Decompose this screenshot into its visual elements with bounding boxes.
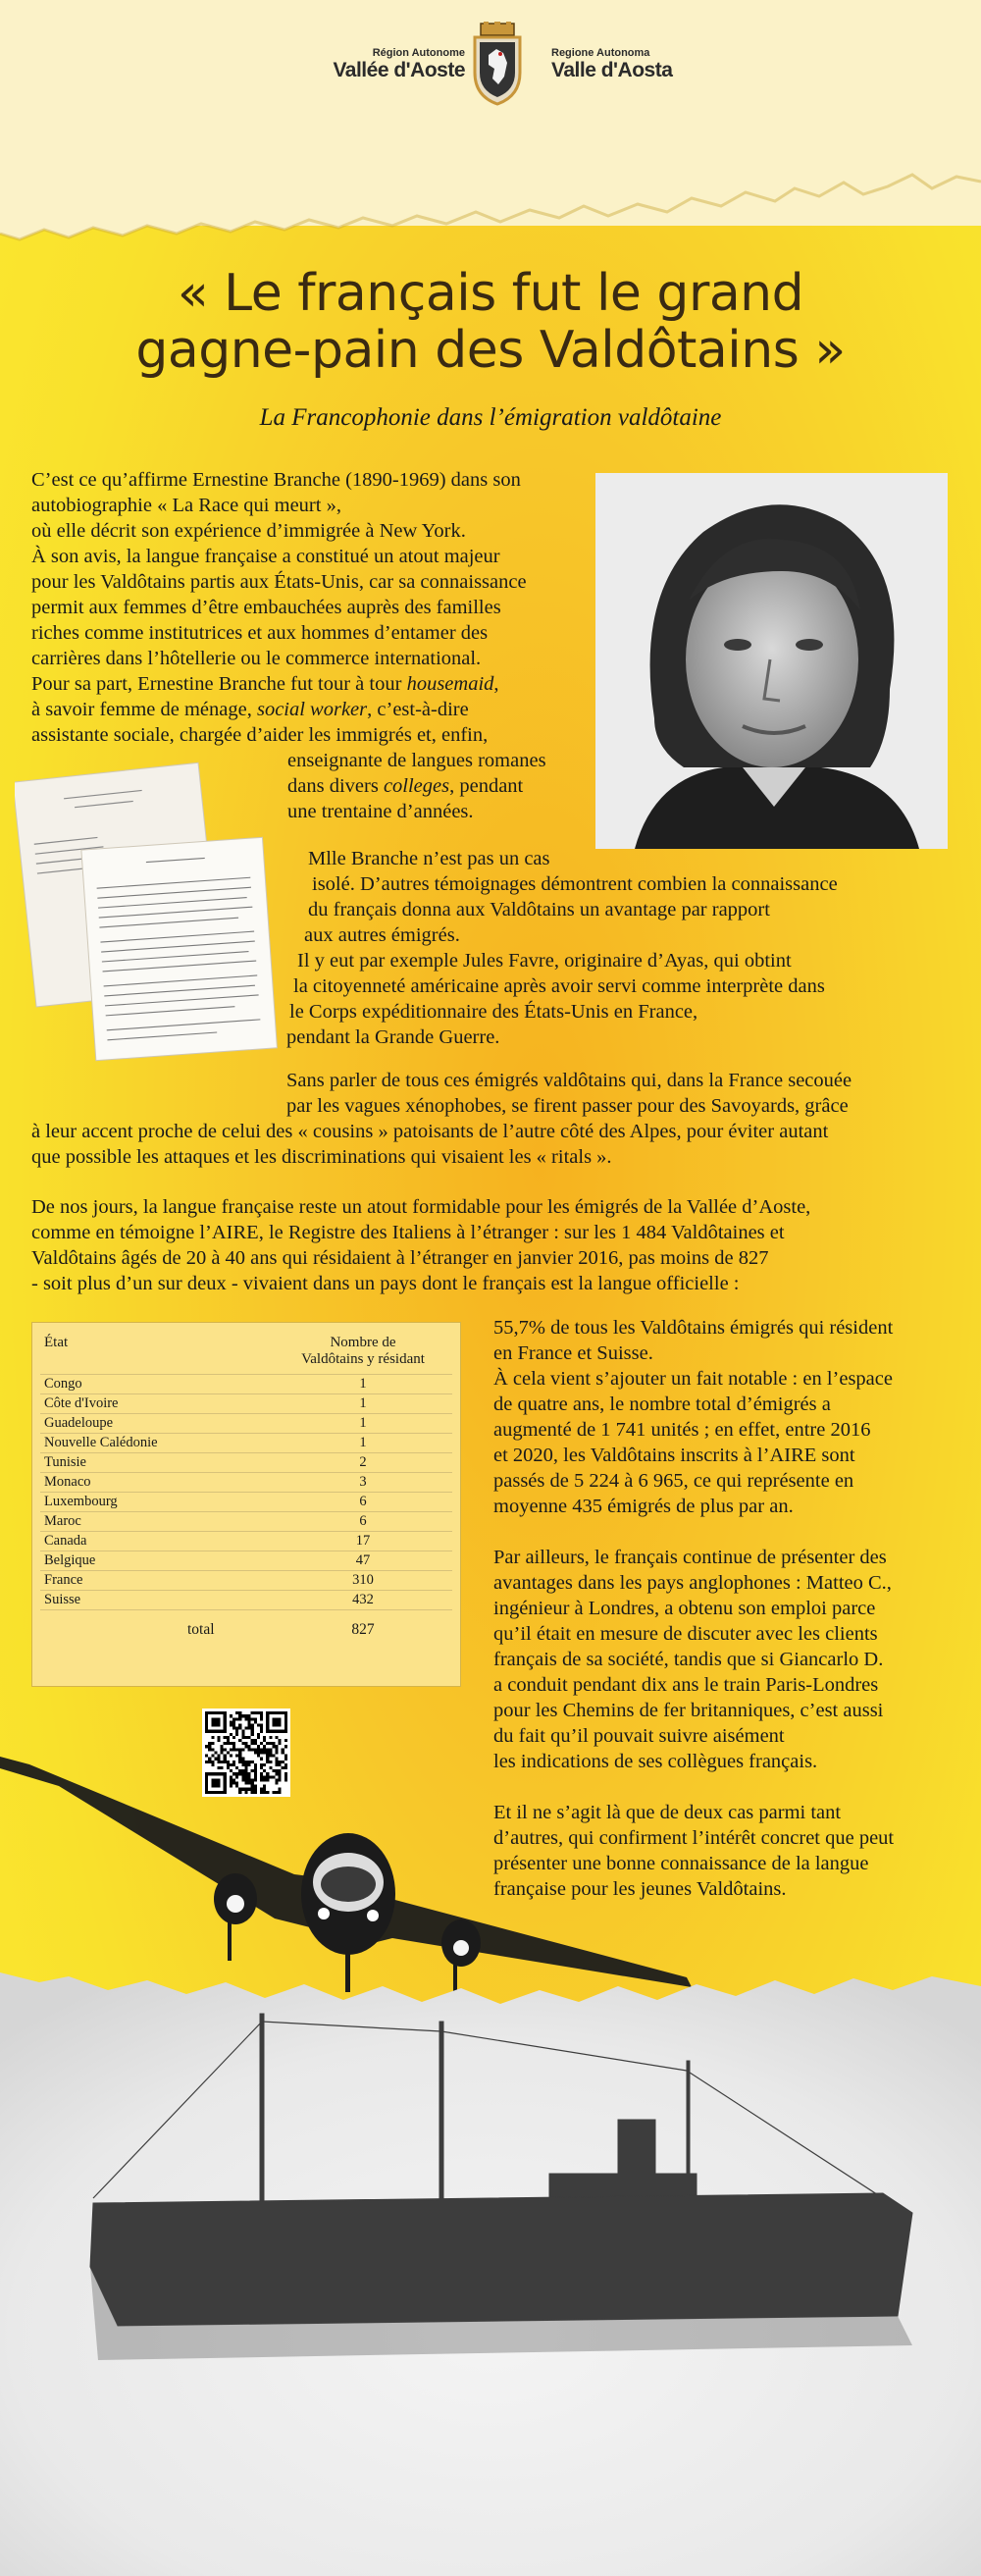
state-cell: Luxembourg xyxy=(40,1493,274,1512)
logo-it-small: Regione Autonoma xyxy=(551,47,650,59)
state-cell: Tunisie xyxy=(40,1453,274,1473)
col-header-state: État xyxy=(44,1335,69,1350)
state-cell: Maroc xyxy=(40,1512,274,1532)
emigrants-data-table xyxy=(40,1331,452,1650)
logo-text-fr xyxy=(333,47,465,82)
count-cell: 6 xyxy=(274,1493,452,1512)
third-line: à leur accent proche de celui des « cousins » patoisants de l’autre côté des Alpes, pour éviter autant xyxy=(31,1121,829,1142)
state-cell: Canada xyxy=(40,1532,274,1551)
col-header-count xyxy=(274,1331,452,1375)
coat-of-arms-icon xyxy=(471,22,524,106)
state-cell: Guadeloupe xyxy=(40,1414,274,1434)
intro-line: assistante sociale, chargée d’aider les immigrés et, enfin, xyxy=(31,724,489,746)
table-row xyxy=(40,1394,452,1414)
col-header-count-line1: Nombre de xyxy=(330,1335,396,1350)
page-title xyxy=(59,265,922,379)
text-run: , xyxy=(493,673,499,695)
third-paragraph xyxy=(0,1068,981,1170)
page-subtitle: La Francophonie dans l’émigration valdôtaine xyxy=(259,404,722,431)
right-line: Par ailleurs, le français continue de présenter des xyxy=(493,1547,887,1568)
col-header-count-line2: Valdôtains y résidant xyxy=(301,1351,425,1367)
right-line: et 2020, les Valdôtains inscrits à l’AIRE sont xyxy=(493,1445,855,1466)
portrait-photo xyxy=(595,473,948,849)
count-cell: 3 xyxy=(274,1473,452,1493)
right-line: française pour les jeunes Valdôtains. xyxy=(493,1878,787,1900)
right-line: présenter une bonne connaissance de la langue xyxy=(493,1853,869,1874)
right-line: Et il ne s’agit là que de deux cas parmi tant xyxy=(493,1802,842,1823)
intro-line: permit aux femmes d’être embauchées auprès des familles xyxy=(31,597,501,618)
intro-line: pour les Valdôtains partis aux États-Unis, car sa connaissance xyxy=(31,571,527,593)
intro-line: une trentaine d’années. xyxy=(287,801,474,822)
table-row xyxy=(40,1532,452,1551)
second-line: la citoyenneté américaine après avoir servi comme interprète dans xyxy=(293,975,825,997)
second-line: Mlle Branche n’est pas un cas xyxy=(308,848,550,869)
state-cell: Congo xyxy=(40,1375,274,1394)
total-value: 827 xyxy=(274,1610,452,1651)
intro-line: enseignante de langues romanes xyxy=(287,750,546,771)
ship-photo xyxy=(0,1972,981,2576)
right-column-paragraph-2 xyxy=(493,1545,974,1774)
table-total-row xyxy=(40,1610,452,1651)
right-line: de quatre ans, le nombre total d’émigrés a xyxy=(493,1393,831,1415)
count-cell: 1 xyxy=(274,1375,452,1394)
text-run: à savoir femme de ménage, xyxy=(31,699,257,720)
table-row xyxy=(40,1473,452,1493)
right-line: du fait qu’il pouvait suivre aisément xyxy=(493,1725,785,1747)
table-row xyxy=(40,1453,452,1473)
intro-line: autobiographie « La Race qui meurt », xyxy=(31,495,341,516)
right-line: les indications de ses collègues français. xyxy=(493,1751,818,1772)
state-cell: Nouvelle Calédonie xyxy=(40,1434,274,1453)
text-run: , c’est-à-dire xyxy=(367,699,469,720)
intro-line xyxy=(31,671,600,697)
fourth-paragraph xyxy=(31,1194,963,1296)
table-row xyxy=(40,1551,452,1571)
count-cell: 47 xyxy=(274,1551,452,1571)
logo-text-it xyxy=(551,47,672,82)
third-line: Sans parler de tous ces émigrés valdôtains qui, dans la France secouée xyxy=(286,1070,852,1091)
state-cell: Suisse xyxy=(40,1591,274,1610)
italic-term: social worker xyxy=(256,699,368,720)
logo-fr-big: Vallée d'Aoste xyxy=(333,59,465,81)
right-line: français de sa société, tandis que si Giancarlo D. xyxy=(493,1649,884,1670)
table-row xyxy=(40,1434,452,1453)
intro-line xyxy=(287,773,582,799)
emigrants-table xyxy=(31,1322,461,1687)
intro-line: À son avis, la langue française a constitué un atout majeur xyxy=(31,546,500,567)
right-line: avantages dans les pays anglophones : Matteo C., xyxy=(493,1572,892,1594)
italic-term: housemaid xyxy=(406,673,494,695)
right-line: d’autres, qui confirment l’intérêt concret que peut xyxy=(493,1827,895,1849)
state-cell: Côte d'Ivoire xyxy=(40,1394,274,1414)
state-cell: Belgique xyxy=(40,1551,274,1571)
count-cell: 1 xyxy=(274,1434,452,1453)
second-paragraph xyxy=(0,846,981,1050)
right-line: a conduit pendant dix ans le train Paris-Londres xyxy=(493,1674,879,1696)
italic-term: colleges xyxy=(383,775,450,797)
fourth-line: De nos jours, la langue française reste un atout formidable pour les émigrés de la Vallée d’Aoste, xyxy=(31,1196,811,1218)
logo-fr-small: Région Autonome xyxy=(372,47,465,59)
fourth-line: comme en témoigne l’AIRE, le Registre des Italiens à l’étranger : sur les 1 484 Valdôtaines et xyxy=(31,1222,785,1243)
right-line: qu’il était en mesure de discuter avec les clients xyxy=(493,1623,878,1645)
second-line: isolé. D’autres témoignages démontrent combien la connaissance xyxy=(312,873,838,895)
count-cell: 17 xyxy=(274,1532,452,1551)
table-row xyxy=(40,1591,452,1610)
text-run: Pour sa part, Ernestine Branche fut tour à tour xyxy=(31,673,407,695)
table-header-row xyxy=(40,1331,452,1375)
right-line: moyenne 435 émigrés de plus par an. xyxy=(493,1496,794,1517)
table-row xyxy=(40,1512,452,1532)
intro-paragraph-indent xyxy=(287,748,582,824)
state-cell: France xyxy=(40,1571,274,1591)
third-line: par les vagues xénophobes, se firent passer pour des Savoyards, grâce xyxy=(286,1095,849,1117)
count-cell: 432 xyxy=(274,1591,452,1610)
fourth-line: Valdôtains âgés de 20 à 40 ans qui résidaient à l’étranger en janvier 2016, pas moins de 827 xyxy=(31,1247,769,1269)
count-cell: 1 xyxy=(274,1394,452,1414)
right-line: passés de 5 224 à 6 965, ce qui représente en xyxy=(493,1470,854,1492)
text-run: dans divers xyxy=(287,775,384,797)
intro-line: riches comme institutrices et aux hommes d’entamer des xyxy=(31,622,489,644)
right-line: À cela vient s’ajouter un fait notable : en l’espace xyxy=(493,1368,893,1390)
region-logo xyxy=(0,22,981,110)
title-line-1: « Le français fut le grand xyxy=(177,264,804,323)
second-line: pendant la Grande Guerre. xyxy=(286,1026,500,1048)
count-cell: 6 xyxy=(274,1512,452,1532)
intro-paragraph xyxy=(31,467,600,748)
text-run: , pendant xyxy=(449,775,524,797)
title-line-2: gagne-pain des Valdôtains » xyxy=(135,321,846,380)
count-cell: 310 xyxy=(274,1571,452,1591)
second-line: aux autres émigrés. xyxy=(304,924,460,946)
intro-line: carrières dans l’hôtellerie ou le commerce international. xyxy=(31,648,482,669)
right-line: 55,7% de tous les Valdôtains émigrés qui résident xyxy=(493,1317,894,1339)
right-column-paragraph-1 xyxy=(493,1315,974,1519)
table-row xyxy=(40,1571,452,1591)
fourth-line: - soit plus d’un sur deux - vivaient dans un pays dont le français est la langue officielle : xyxy=(31,1273,740,1294)
torn-paper-edge-top xyxy=(0,147,981,255)
table-row xyxy=(40,1493,452,1512)
table-row xyxy=(40,1414,452,1434)
right-line: augmenté de 1 741 unités ; en effet, entre 2016 xyxy=(493,1419,871,1441)
state-cell: Monaco xyxy=(40,1473,274,1493)
total-label: total xyxy=(40,1610,274,1651)
intro-line: C’est ce qu’affirme Ernestine Branche (1890-1969) dans son xyxy=(31,469,521,491)
count-cell: 2 xyxy=(274,1453,452,1473)
table-row xyxy=(40,1375,452,1394)
intro-line xyxy=(31,697,600,722)
count-cell: 1 xyxy=(274,1414,452,1434)
third-line: que possible les attaques et les discriminations qui visaient les « ritals ». xyxy=(31,1146,612,1168)
intro-line: où elle décrit son expérience d’immigrée à New York. xyxy=(31,520,466,542)
second-line: Il y eut par exemple Jules Favre, originaire d’Ayas, qui obtint xyxy=(297,950,792,972)
right-line: pour les Chemins de fer britanniques, c’est aussi xyxy=(493,1700,884,1721)
right-line: en France et Suisse. xyxy=(493,1342,653,1364)
second-line: le Corps expéditionnaire des États-Unis en France, xyxy=(289,1001,698,1023)
second-line: du français donna aux Valdôtains un avantage par rapport xyxy=(308,899,770,920)
logo-it-big: Valle d'Aosta xyxy=(551,59,673,81)
right-line: ingénieur à Londres, a obtenu son emploi parce xyxy=(493,1598,876,1619)
